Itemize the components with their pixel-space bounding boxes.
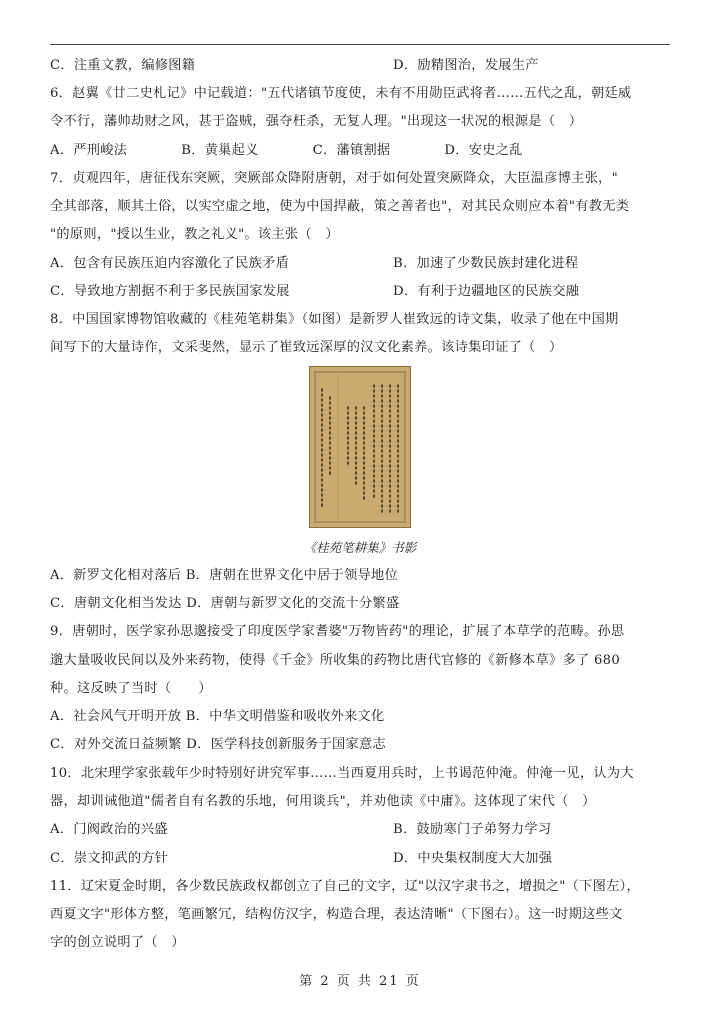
option-line: C．唐朝文化相当发达 D．唐朝与新罗文化的交流十分繁盛 — [50, 596, 400, 611]
question-text: 邈大量吸收民间以及外来药物，使得《千金》所收集的药物比唐代官修的《新修本草》多了 680 — [50, 653, 621, 668]
question-text: 6．赵翼《廿二史札记》中记载道："五代诸镇节度使，未有不用勋臣武将者……五代之乱，朝廷威 — [50, 86, 632, 101]
question-text: 7．贞观四年，唐征伐东突厥，突厥部众降附唐朝，对于如何处置突厥降众，大臣温彦博主张，" — [50, 171, 619, 186]
option-line: A．包含有民族压迫内容激化了民族矛盾 B．加速了少数民族封建化进程 — [50, 256, 579, 271]
question-text: 器，却训诫他道"儒者自有名教的乐地，何用谈兵"，并劝他读《中庸》。这体现了宋代（ ） — [50, 794, 596, 809]
question-text: 种。这反映了当时（ ） — [50, 681, 212, 696]
option-line: C．崇文抑武的方针 D．中央集权制度大大加强 — [50, 851, 553, 866]
question-text: "的原则，"授以生业，教之礼义"。该主张（ ） — [50, 227, 339, 242]
question-text: 10．北宋理学家张载年少时特别好讲究军事……当西夏用兵时，上书谒范仲淹。仲淹一见，认为大 — [50, 766, 634, 781]
question-text: 西夏文字"形体方整，笔画繁冗，结构仿汉字，构造合理，表达清晰"（下图右）。这一时期这些文 — [50, 907, 623, 922]
question-text: 令不行，藩帅劫财之风，甚于盗贼，强夺枉杀，无复人理。"出现这一状况的根源是（ ） — [50, 114, 583, 129]
option-line: A．门阀政治的兴盛 B．鼓励寒门子弟努力学习 — [50, 822, 552, 837]
header-rule — [50, 44, 670, 45]
option-line: C．注重文教，编修图籍 D．励精图治，发展生产 — [50, 58, 539, 73]
option-line: A．社会风气开明开放 B．中华文明借鉴和吸收外来文化 — [50, 709, 385, 724]
question-text: 字的创立说明了（ ） — [50, 935, 185, 950]
page-number: 第 2 页 共 21 页 — [299, 974, 421, 989]
option-line: C．导致地方割据不利于多民族国家发展 D．有利于边疆地区的民族交融 — [50, 284, 580, 299]
question-text: 9．唐朝时，医学家孙思邈接受了印度医学家耆婆"万物皆药"的理论，扩展了本草学的范畴。孙思 — [50, 624, 625, 639]
option-line: A．新罗文化相对落后 B．唐朝在世界文化中居于领导地位 — [50, 568, 399, 583]
option-line: A．严刑峻法 B．黄巢起义 C．藩镇割据 D．安史之乱 — [50, 143, 523, 158]
question-text: 11．辽宋夏金时期，各少数民族政权都创立了自己的文字，辽"以汉字隶书之，增损之"（下图左）， — [50, 879, 640, 894]
question-text: 间写下的大量诗作，文采斐然，显示了崔致远深厚的汉文化素养。该诗集印证了（ ） — [50, 340, 563, 355]
option-line: C．对外交流日益频繁 D．医学科技创新服务于国家意志 — [50, 737, 386, 752]
figure-caption: 《桂苑笔耕集》书影 — [303, 540, 417, 555]
question-text: 8．中国国家博物馆收藏的《桂苑笔耕集》（如图）是新罗人崔致远的诗文集，收录了他在中国期 — [50, 312, 619, 327]
ancient-book-page-image — [309, 366, 411, 528]
question-text: 全其部落，顺其土俗，以实空虚之地，使为中国捍蔽，策之善者也"，对其民众则应本着"有教无类 — [50, 199, 630, 214]
